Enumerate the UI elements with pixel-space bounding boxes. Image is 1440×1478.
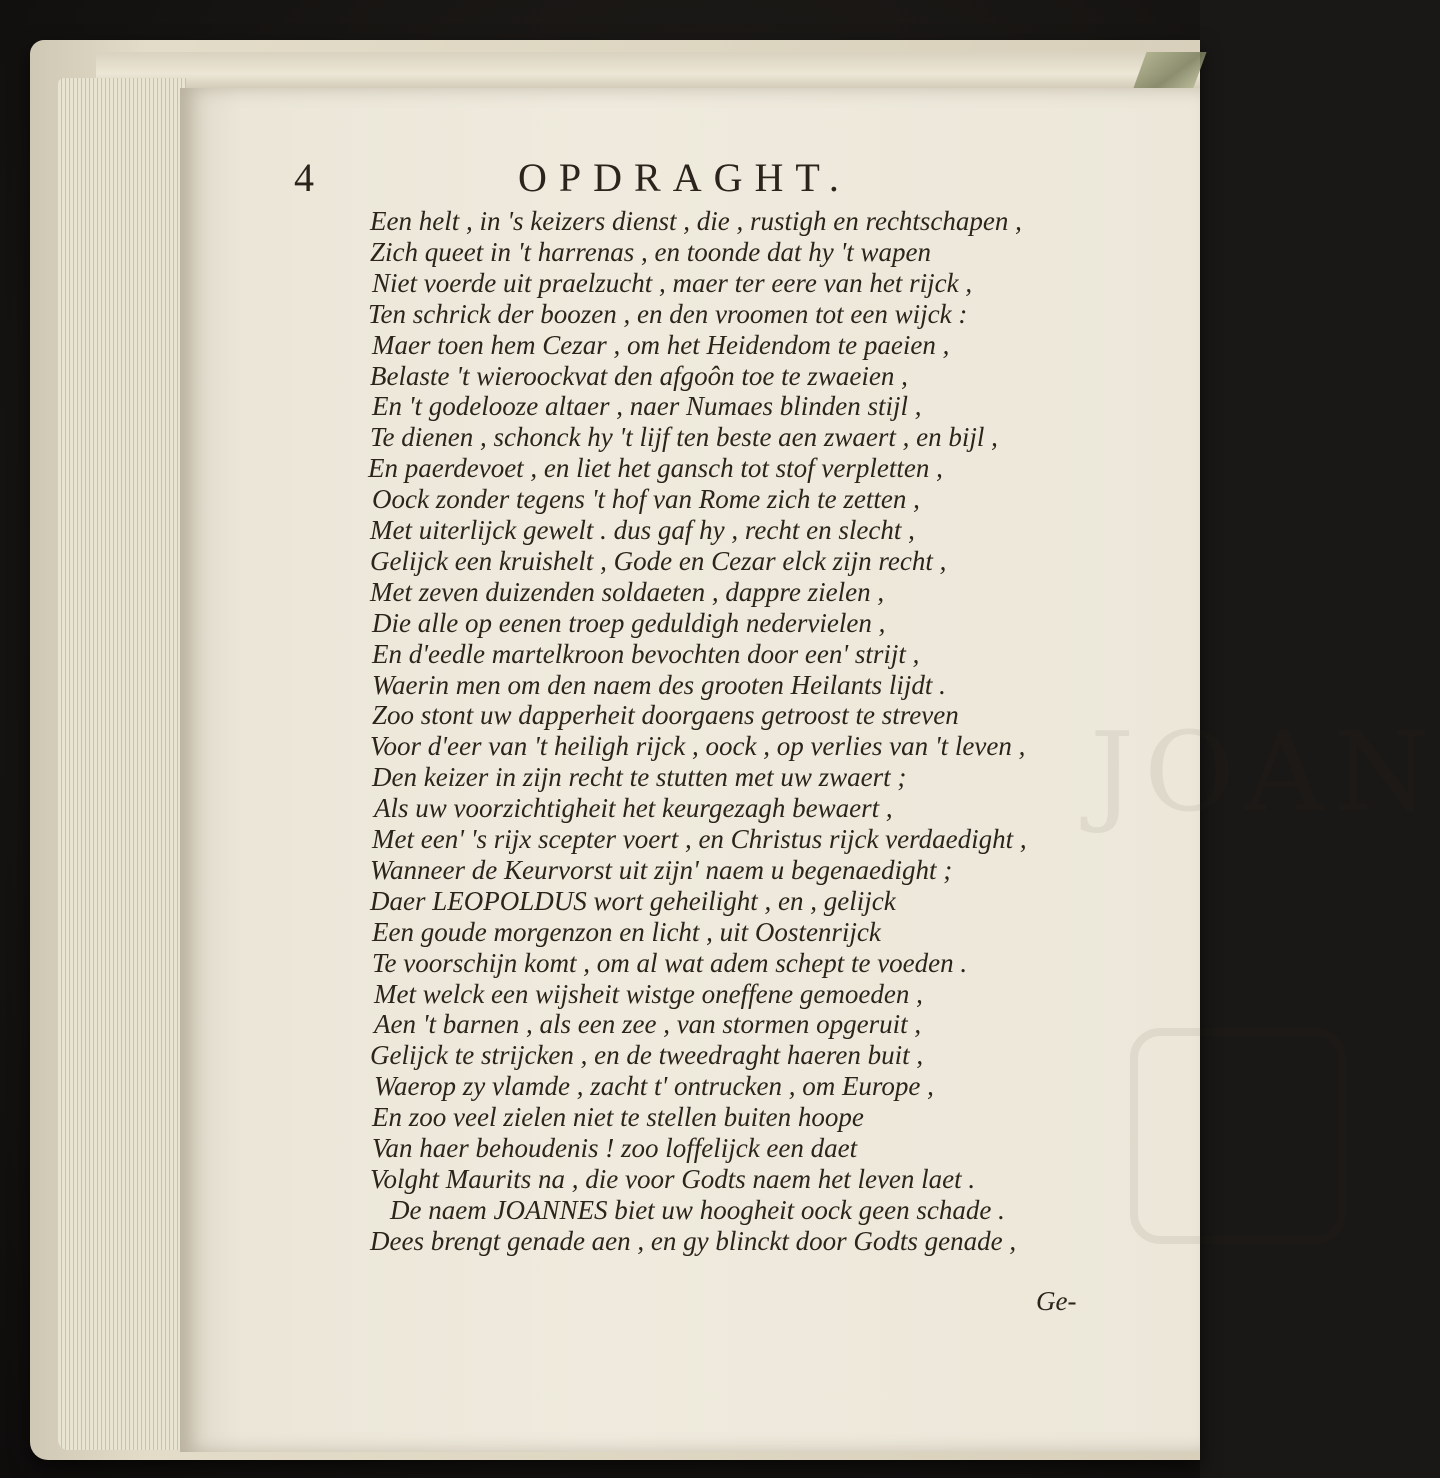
verse-line: Met zeven duizenden soldaeten , dappre zielen ,	[370, 577, 885, 607]
catchword: Ge-	[1036, 1286, 1077, 1316]
verse-line: Maer toen hem Cezar , om het Heidendom te paeien ,	[372, 330, 950, 360]
book-page	[180, 88, 1440, 1452]
verse-line: Volght Maurits na , die voor Godts naem het leven laet .	[370, 1164, 976, 1194]
verse-line: Een helt , in 's keizers dienst , die , rustigh en rechtschapen ,	[370, 206, 1022, 236]
verse-line: Den keizer in zijn recht te stutten met uw zwaert ;	[372, 762, 907, 792]
verse-line: Niet voerde uit praelzucht , maer ter eere van het rijck ,	[372, 268, 973, 298]
verse-line: Dees brengt genade aen , en gy blinckt door Godts genade ,	[370, 1226, 1017, 1256]
verse-line: En d'eedle martelkroon bevochten door een' strijt ,	[372, 639, 920, 669]
verse-line: En paerdevoet , en liet het gansch tot stof verpletten ,	[368, 453, 943, 483]
verse-line: Zich queet in 't harrenas , en toonde dat hy 't wapen	[370, 237, 931, 267]
verse-line: Met welck een wijsheit wistge oneffene gemoeden ,	[374, 979, 923, 1009]
verse-line: Van haer behoudenis ! zoo loffelijck een daet	[372, 1133, 858, 1163]
verse-line: Gelijck een kruishelt , Gode en Cezar elck zijn recht ,	[370, 546, 947, 576]
verse-line: Daer LEOPOLDUS wort geheilight , en , gelijck	[370, 886, 896, 916]
verse-line: En zoo veel zielen niet te stellen buiten hoope	[372, 1102, 864, 1132]
verse-line: Met uiterlijck gewelt . dus gaf hy , recht en slecht ,	[370, 515, 915, 545]
running-head: OPDRAGHT.	[518, 155, 851, 200]
verse-line: Met een' 's rijx scepter voert , en Christus rijck verdaedight ,	[372, 824, 1027, 854]
verse-line: De naem JOANNES biet uw hoogheit oock geen schade .	[390, 1195, 1005, 1225]
verse-line: Te dienen , schonck hy 't lijf ten beste aen zwaert , en bijl ,	[370, 422, 998, 452]
verse-block	[180, 88, 1200, 1452]
verse-line: Als uw voorzichtigheit het keurgezagh bewaert ,	[374, 793, 893, 823]
verse-line: Die alle op eenen troep geduldigh nedervielen ,	[372, 608, 886, 638]
book-top-edge	[96, 52, 1200, 92]
verse-line: Voor d'eer van 't heiligh rijck , oock , op verlies van 't leven ,	[370, 731, 1026, 761]
verse-line: Ten schrick der boozen , en den vroomen tot een wijck :	[368, 299, 968, 329]
verse-line: Te voorschijn komt , om al wat adem schept te voeden .	[372, 948, 968, 978]
verse-line: Waerin men om den naem des grooten Heilants lijdt .	[372, 670, 946, 700]
verse-line: Een goude morgenzon en licht , uit Oostenrijck	[372, 917, 881, 947]
verse-line: Zoo stont uw dapperheit doorgaens getroost te streven	[372, 700, 959, 730]
verse-line: Gelijck te strijcken , en de tweedraght haeren buit ,	[370, 1040, 924, 1070]
verse-line: Aen 't barnen , als een zee , van stormen opgeruit ,	[374, 1009, 922, 1039]
verse-line: En 't godelooze altaer , naer Numaes blinden stijl ,	[372, 391, 922, 421]
verse-line: Wanneer de Keurvorst uit zijn' naem u begenaedight ;	[370, 855, 953, 885]
verse-line: Belaste 't wieroockvat den afgoôn toe te zwaeien ,	[370, 361, 908, 391]
verse-line: Waerop zy vlamde , zacht t' ontrucken , om Europe ,	[374, 1071, 934, 1101]
page-number: 4	[294, 155, 314, 200]
verse-line: Oock zonder tegens 't hof van Rome zich te zetten ,	[372, 484, 920, 514]
page-edges	[58, 78, 186, 1450]
bleed-text: JOAN	[1090, 708, 1440, 836]
